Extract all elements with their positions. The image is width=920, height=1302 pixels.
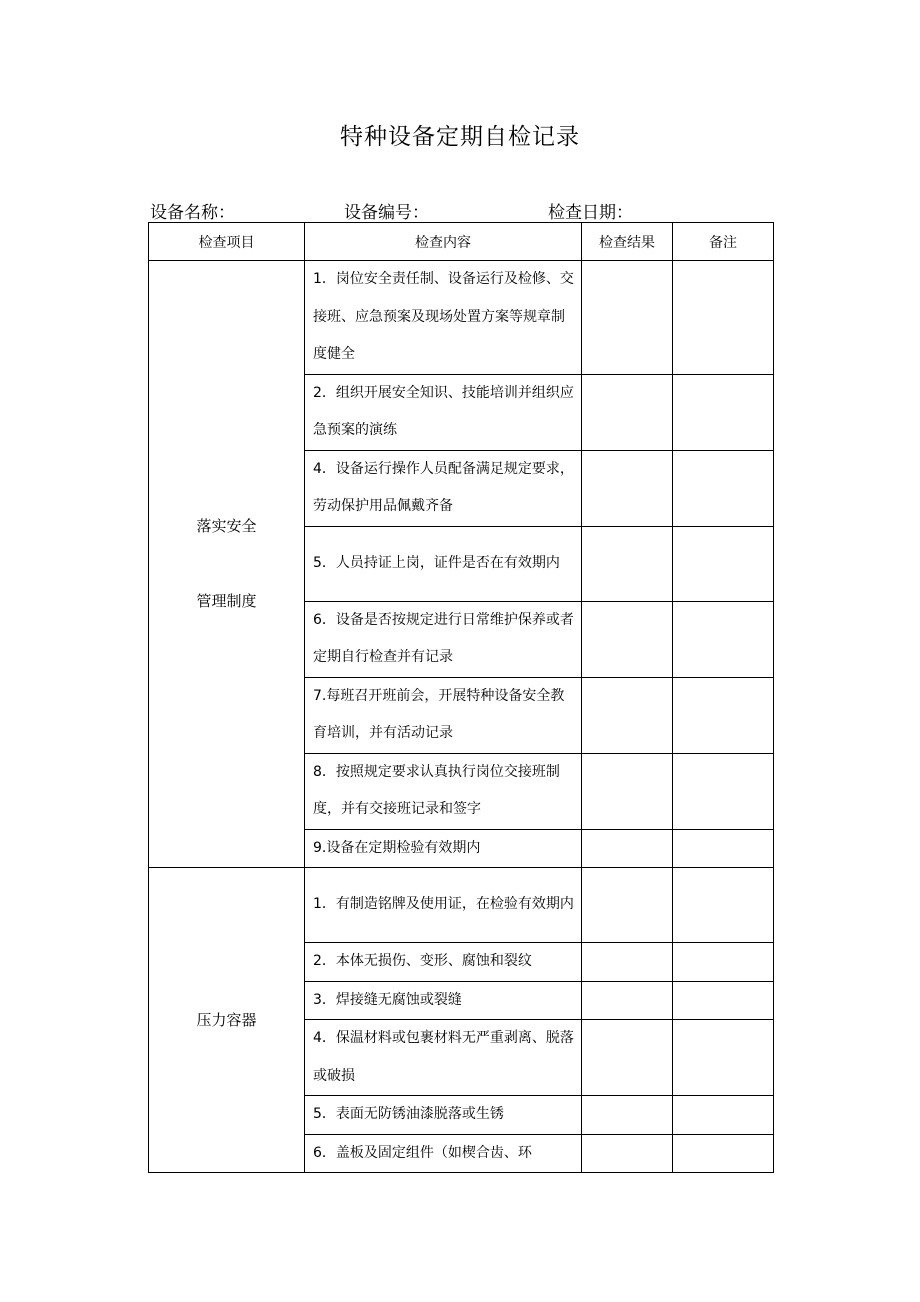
page-title: 特种设备定期自检记录 — [340, 124, 580, 150]
check-content-cell: 3．焊接缝无腐蚀或裂缝 — [305, 981, 582, 1020]
check-result-cell[interactable] — [582, 943, 673, 982]
remarks-cell[interactable] — [673, 677, 774, 753]
check-content-cell: 1．岗位安全责任制、设备运行及检修、交接班、应急预案及现场处置方案等规章制度健全 — [305, 261, 582, 375]
remarks-cell[interactable] — [673, 943, 774, 982]
remarks-cell[interactable] — [673, 450, 774, 526]
check-content-cell: 6．盖板及固定组件（如楔合齿、环 — [305, 1134, 582, 1173]
table-header-row — [149, 223, 774, 261]
check-result-cell[interactable] — [582, 526, 673, 601]
remarks-cell[interactable] — [673, 601, 774, 677]
check-result-cell[interactable] — [582, 450, 673, 526]
check-content-cell: 5．人员持证上岗，证件是否在有效期内 — [305, 526, 582, 601]
remarks-cell[interactable] — [673, 829, 774, 868]
category-line: 落实安全 — [196, 517, 257, 535]
remarks-cell[interactable] — [673, 261, 774, 375]
check-result-cell[interactable] — [582, 1096, 673, 1135]
check-content-cell: 7.每班召开班前会，开展特种设备安全教育培训，并有活动记录 — [305, 677, 582, 753]
header-remarks: 备注 — [673, 223, 774, 261]
category-pressure-vessel: 压力容器 — [149, 868, 305, 1173]
remarks-cell[interactable] — [673, 1020, 774, 1096]
header-check-item: 检查项目 — [149, 223, 305, 261]
remarks-cell[interactable] — [673, 1134, 774, 1173]
check-content-cell: 5．表面无防锈油漆脱落或生锈 — [305, 1096, 582, 1135]
check-content-cell: 4．设备运行操作人员配备满足规定要求，劳动保护用品佩戴齐备 — [305, 450, 582, 526]
category-safety-management — [149, 261, 305, 868]
check-result-cell[interactable] — [582, 829, 673, 868]
check-result-cell[interactable] — [582, 261, 673, 375]
table-row — [149, 261, 774, 375]
header-check-result: 检查结果 — [582, 223, 673, 261]
check-result-cell[interactable] — [582, 753, 673, 829]
inspection-table — [148, 222, 774, 1173]
category-line: 管理制度 — [196, 592, 257, 610]
check-content-cell: 4．保温材料或包裹材料无严重剥离、脱落或破损 — [305, 1020, 582, 1096]
table-row — [149, 868, 774, 943]
check-result-cell[interactable] — [582, 677, 673, 753]
remarks-cell[interactable] — [673, 1096, 774, 1135]
check-date-label: 检查日期： — [548, 203, 633, 223]
check-result-cell[interactable] — [582, 374, 673, 450]
remarks-cell[interactable] — [673, 753, 774, 829]
check-result-cell[interactable] — [582, 601, 673, 677]
check-content-cell: 6．设备是否按规定进行日常维护保养或者定期自行检查并有记录 — [305, 601, 582, 677]
check-content-cell: 8．按照规定要求认真执行岗位交接班制度，并有交接班记录和签字 — [305, 753, 582, 829]
remarks-cell[interactable] — [673, 868, 774, 943]
check-content-cell: 1．有制造铭牌及使用证，在检验有效期内 — [305, 868, 582, 943]
check-result-cell[interactable] — [582, 868, 673, 943]
device-name-label: 设备名称： — [150, 203, 235, 223]
check-result-cell[interactable] — [582, 1134, 673, 1173]
remarks-cell[interactable] — [673, 374, 774, 450]
check-content-cell: 2．组织开展安全知识、技能培训并组织应急预案的演练 — [305, 374, 582, 450]
check-result-cell[interactable] — [582, 1020, 673, 1096]
check-content-cell: 9.设备在定期检验有效期内 — [305, 829, 582, 868]
header-check-content: 检查内容 — [305, 223, 582, 261]
device-number-label: 设备编号： — [344, 203, 429, 223]
remarks-cell[interactable] — [673, 981, 774, 1020]
check-result-cell[interactable] — [582, 981, 673, 1020]
remarks-cell[interactable] — [673, 526, 774, 601]
check-content-cell: 2．本体无损伤、变形、腐蚀和裂纹 — [305, 943, 582, 982]
